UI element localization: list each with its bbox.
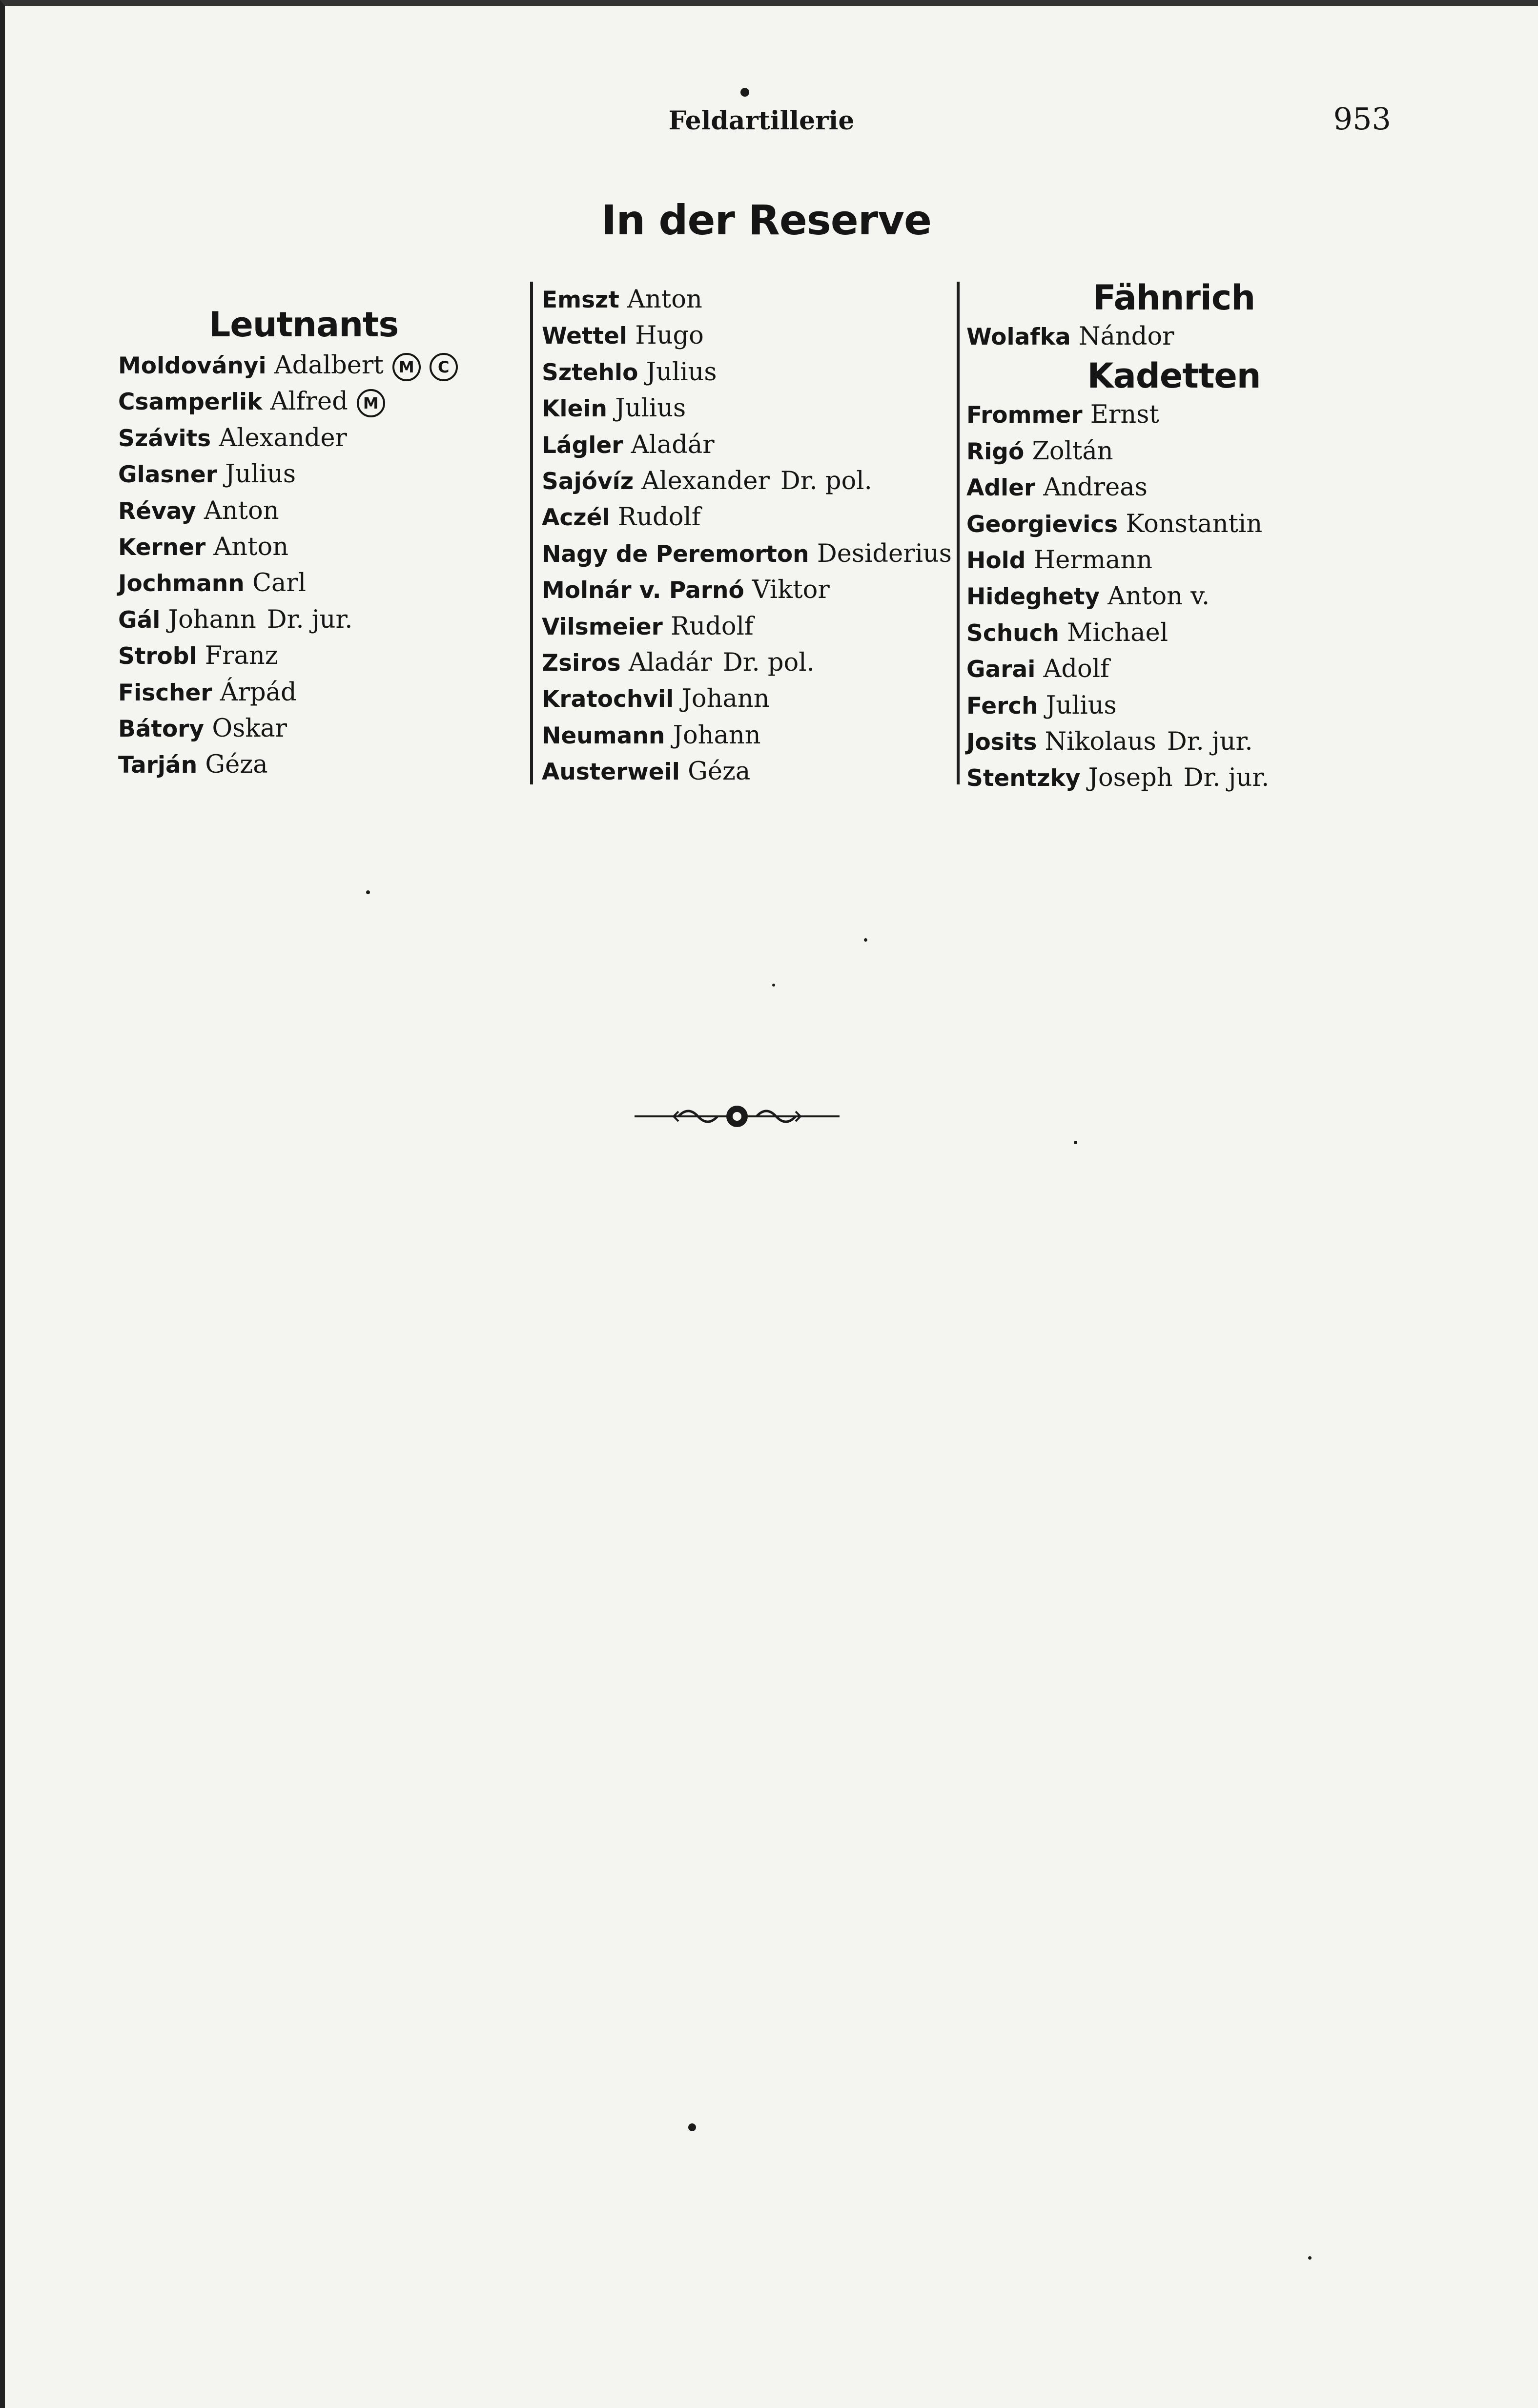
- surname: Jochmann: [118, 570, 245, 597]
- surname: Nagy de Peremorton: [542, 540, 809, 568]
- given-name: Árpád: [220, 678, 297, 707]
- surname: Wettel: [542, 323, 627, 350]
- given-name: Hugo: [635, 321, 704, 350]
- surname: Hideghety: [966, 583, 1100, 611]
- surname: Kratochvil: [542, 686, 674, 713]
- surname: Garai: [966, 656, 1036, 683]
- list-item: [542, 391, 942, 427]
- given-name: Johann: [168, 605, 256, 634]
- given-name: Desiderius: [817, 539, 952, 568]
- given-name: Rudolf: [617, 503, 701, 532]
- section-title: In der Reserve: [601, 196, 931, 244]
- surname: Georgievics: [966, 511, 1118, 538]
- surname: Csamperlik: [118, 389, 263, 416]
- given-name: Julius: [1046, 691, 1117, 720]
- given-name: Nándor: [1078, 322, 1174, 351]
- given-name: Oskar: [212, 714, 287, 743]
- ornament-divider-icon: [635, 1102, 840, 1131]
- surname: Emszt: [542, 287, 619, 313]
- list-item: [118, 747, 518, 783]
- surname: Strobl: [118, 643, 197, 670]
- list-item: [542, 681, 942, 717]
- list-item: [966, 542, 1381, 578]
- running-header: Feldartillerie: [668, 106, 855, 136]
- title-suffix: Dr. pol.: [780, 467, 872, 496]
- given-name: Alexander: [641, 467, 770, 496]
- list-item: [542, 609, 942, 645]
- surname: Moldoványi: [118, 352, 267, 379]
- given-name: Aladár: [631, 430, 715, 459]
- list-item: [542, 427, 942, 463]
- surname: Fischer: [118, 679, 212, 706]
- list-item: [966, 615, 1381, 651]
- list-item: [118, 348, 518, 384]
- list-item: [966, 319, 1381, 355]
- list-item: [966, 651, 1381, 687]
- decoration-symbol-icon: M: [357, 389, 385, 417]
- ink-speck: [688, 2123, 696, 2131]
- ink-speck: [740, 88, 749, 97]
- kadetten-heading: Kadetten: [1087, 356, 1261, 396]
- given-name: Andreas: [1043, 473, 1148, 502]
- given-name: Adolf: [1043, 655, 1109, 684]
- list-item: [118, 420, 518, 456]
- surname: Frommer: [966, 402, 1083, 429]
- title-suffix: Dr. jur.: [267, 605, 353, 634]
- title-suffix: Dr. pol.: [722, 648, 815, 678]
- given-name: Johann: [673, 720, 761, 750]
- given-name: Nikolaus: [1045, 727, 1156, 757]
- column-divider: [530, 282, 533, 784]
- ink-speck: [1308, 2256, 1312, 2260]
- surname: Zsiros: [542, 650, 621, 677]
- list-item: [542, 754, 942, 790]
- surname: Josits: [966, 729, 1037, 756]
- list-item: [966, 760, 1381, 796]
- given-name: Rudolf: [670, 612, 754, 641]
- leutnants-list: [118, 348, 518, 783]
- list-item: [542, 463, 942, 499]
- given-name: Franz: [205, 641, 278, 671]
- given-name: Géza: [205, 750, 268, 780]
- given-name: Anton v.: [1107, 582, 1210, 611]
- surname: Sajóvíz: [542, 468, 634, 495]
- decoration-symbol-icon: C: [430, 353, 458, 381]
- surname: Bátory: [118, 716, 205, 743]
- list-item: [118, 675, 518, 711]
- list-item: [966, 470, 1381, 506]
- kadetten-list: [966, 397, 1381, 796]
- list-item: [966, 397, 1381, 433]
- surname: Molnár v. Parnó: [542, 577, 744, 604]
- list-item: [966, 688, 1381, 724]
- surname: Kerner: [118, 534, 206, 561]
- list-item: [542, 718, 942, 754]
- given-name: Alexander: [219, 423, 347, 453]
- surname: Stentzky: [966, 765, 1081, 792]
- surname: Glasner: [118, 461, 217, 489]
- given-name: Hermann: [1033, 546, 1153, 575]
- column-2-list: [542, 282, 952, 790]
- surname: Lágler: [542, 432, 623, 459]
- surname: Neumann: [542, 722, 665, 749]
- surname: Sztehlo: [542, 359, 638, 386]
- ink-speck: [1074, 1141, 1077, 1144]
- list-item: [542, 572, 942, 608]
- surname: Révay: [118, 497, 196, 525]
- given-name: Julius: [225, 460, 296, 489]
- list-item: [118, 602, 518, 638]
- list-item: [118, 384, 518, 420]
- ink-speck: [772, 984, 775, 987]
- surname: Tarján: [118, 752, 198, 779]
- list-item: [542, 645, 942, 681]
- surname: Szávits: [118, 425, 211, 452]
- column-divider: [957, 282, 960, 784]
- title-suffix: Dr. jur.: [1167, 727, 1253, 757]
- surname: Schuch: [966, 619, 1059, 647]
- list-item: [542, 282, 942, 318]
- title-suffix: Dr. jur.: [1183, 763, 1270, 793]
- surname: Ferch: [966, 692, 1038, 720]
- list-item: [118, 638, 518, 674]
- list-item: [966, 506, 1381, 542]
- surname: Wolafka: [966, 324, 1071, 350]
- surname: Gál: [118, 606, 161, 634]
- given-name: Joseph: [1088, 763, 1173, 793]
- given-name: Anton: [213, 533, 289, 562]
- surname: Aczél: [542, 504, 610, 532]
- given-name: Aladár: [628, 648, 712, 678]
- leutnants-heading: Leutnants: [208, 305, 399, 345]
- given-name: Julius: [646, 357, 717, 387]
- reserve-column-2: [542, 282, 952, 790]
- given-name: Ernst: [1090, 400, 1159, 430]
- given-name: Anton: [204, 496, 279, 525]
- ink-speck: [366, 890, 370, 894]
- leutnants-column: [118, 304, 518, 783]
- list-item: [966, 578, 1381, 615]
- given-name: Géza: [688, 757, 751, 786]
- list-item: [542, 318, 942, 354]
- list-item: [118, 456, 518, 493]
- fahnrich-kadetten-column: [966, 277, 1381, 797]
- given-name: Anton: [627, 285, 702, 314]
- given-name: Viktor: [752, 576, 830, 605]
- fahnrich-heading: Fähnrich: [1092, 278, 1255, 318]
- page-number: 953: [1333, 101, 1391, 137]
- surname: Rigó: [966, 438, 1025, 465]
- given-name: Carl: [252, 569, 307, 598]
- given-name: Michael: [1067, 618, 1169, 647]
- ink-speck: [864, 938, 867, 942]
- list-item: [118, 711, 518, 747]
- given-name: Zoltán: [1032, 436, 1113, 466]
- list-item: [966, 724, 1381, 760]
- list-item: [118, 529, 518, 565]
- given-name: Johann: [681, 684, 770, 714]
- fahnrich-list: [966, 319, 1381, 355]
- list-item: [966, 433, 1381, 470]
- surname: Adler: [966, 474, 1036, 502]
- surname: Austerweil: [542, 759, 680, 786]
- given-name: Julius: [615, 394, 686, 423]
- surname: Vilsmeier: [542, 613, 663, 640]
- surname: Hold: [966, 547, 1026, 575]
- list-item: [542, 354, 942, 391]
- decoration-symbol-icon: M: [392, 353, 421, 381]
- list-item: [118, 565, 518, 601]
- given-name: Adalbert: [274, 351, 384, 380]
- list-item: [542, 499, 942, 535]
- surname: Klein: [542, 395, 607, 423]
- list-item: [542, 536, 952, 572]
- given-name: Alfred: [270, 387, 348, 416]
- list-item: [118, 493, 518, 529]
- given-name: Konstantin: [1126, 509, 1263, 538]
